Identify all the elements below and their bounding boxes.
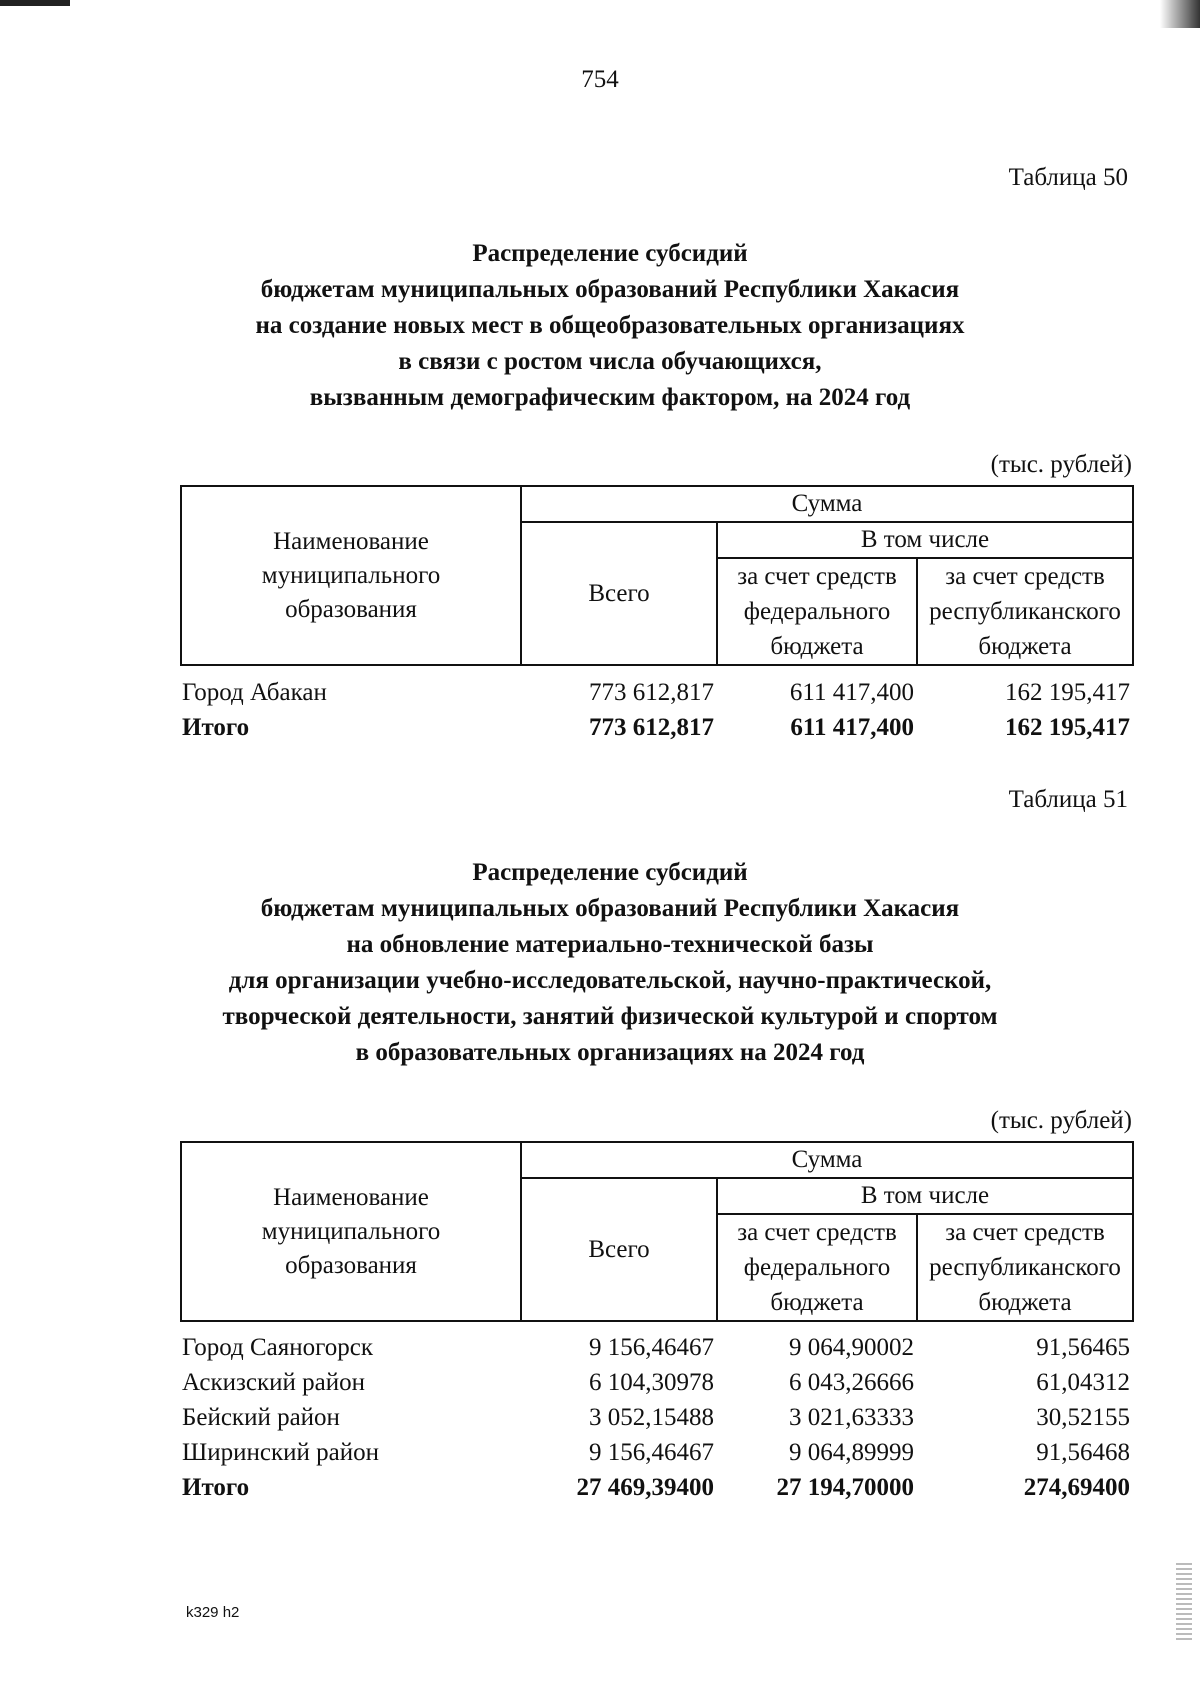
header-including: В том числе xyxy=(717,522,1133,558)
table-50-title xyxy=(150,236,1070,416)
title-line: в образовательных организациях на 2024 год xyxy=(355,1039,865,1066)
title-line: бюджетам муниципальных образований Республики Хакасия xyxy=(260,895,960,922)
header-republic: за счет средств республиканского бюджета xyxy=(917,558,1133,665)
row-name: Аскизский район xyxy=(182,1369,366,1396)
scan-artifact xyxy=(1160,0,1200,28)
total-republic: 162 195,417 xyxy=(1005,714,1130,741)
row-federal: 6 043,26666 xyxy=(789,1369,914,1396)
title-line: на создание новых мест в общеобразовательных организациях xyxy=(255,312,965,339)
title-line: творческой деятельности, занятий физической культурой и спортом xyxy=(222,1003,998,1030)
table-51-units: (тыс. рублей) xyxy=(990,1107,1132,1134)
table-50-units: (тыс. рублей) xyxy=(990,451,1132,478)
scan-artifact xyxy=(1176,1560,1192,1640)
row-total: 9 156,46467 xyxy=(589,1334,714,1361)
header-federal: за счет средств федерального бюджета xyxy=(717,558,917,665)
row-name: Город Саяногорск xyxy=(182,1334,374,1361)
row-total: 3 052,15488 xyxy=(589,1404,714,1431)
table-row xyxy=(180,1365,1132,1400)
table-51-header xyxy=(180,1141,1134,1322)
header-name-cell: Наименование муниципального образования xyxy=(181,1142,521,1321)
header-total: Всего xyxy=(521,522,717,665)
total-row xyxy=(180,1470,1132,1505)
row-federal: 9 064,90002 xyxy=(789,1334,914,1361)
total-federal: 611 417,400 xyxy=(790,714,914,741)
header-republic: за счет средств республиканского бюджета xyxy=(917,1214,1133,1321)
table-51-title xyxy=(150,855,1070,1071)
table-51-body xyxy=(180,1330,1132,1505)
title-line: на обновление материально-технической базы xyxy=(346,931,874,958)
row-name: Город Абакан xyxy=(182,679,327,706)
row-republic: 30,52155 xyxy=(1036,1404,1130,1431)
table-row xyxy=(180,1435,1132,1470)
header-name-cell: Наименование муниципального образования xyxy=(181,486,521,665)
title-line: Распределение субсидий xyxy=(472,859,748,886)
total-federal: 27 194,70000 xyxy=(776,1474,914,1501)
header-federal: за счет средств федерального бюджета xyxy=(717,1214,917,1321)
total-total: 27 469,39400 xyxy=(576,1474,714,1501)
table-50-label: Таблица 50 xyxy=(1008,164,1128,191)
table-50-header xyxy=(180,485,1134,666)
header-sum: Сумма xyxy=(521,1142,1133,1178)
total-row xyxy=(180,710,1132,745)
total-name: Итого xyxy=(182,1474,250,1501)
title-line: вызванным демографическим фактором, на 2024 год xyxy=(309,384,911,411)
row-federal: 9 064,89999 xyxy=(789,1439,914,1466)
table-row xyxy=(180,675,1132,710)
table-row xyxy=(180,1400,1132,1435)
total-total: 773 612,817 xyxy=(589,714,714,741)
row-federal: 3 021,63333 xyxy=(789,1404,914,1431)
row-republic: 91,56468 xyxy=(1036,1439,1130,1466)
title-line: Распределение субсидий xyxy=(472,240,748,267)
row-total: 6 104,30978 xyxy=(589,1369,714,1396)
header-sum: Сумма xyxy=(521,486,1133,522)
row-federal: 611 417,400 xyxy=(789,679,914,706)
row-republic: 162 195,417 xyxy=(1005,679,1130,706)
row-name: Ширинский район xyxy=(182,1439,379,1466)
row-total: 9 156,46467 xyxy=(589,1439,714,1466)
row-total: 773 612,817 xyxy=(589,679,714,706)
page-number: 754 xyxy=(581,66,619,93)
footer-code: k329 h2 xyxy=(186,1604,240,1621)
table-51-label: Таблица 51 xyxy=(1008,786,1128,813)
total-name: Итого xyxy=(182,714,250,741)
title-line: для организации учебно-исследовательской, научно-практической, xyxy=(228,967,992,994)
title-line: бюджетам муниципальных образований Республики Хакасия xyxy=(260,276,960,303)
row-republic: 91,56465 xyxy=(1036,1334,1130,1361)
scan-artifact xyxy=(0,0,70,6)
row-republic: 61,04312 xyxy=(1036,1369,1130,1396)
header-total: Всего xyxy=(521,1178,717,1321)
title-line: в связи с ростом числа обучающихся, xyxy=(398,348,822,375)
table-50-body xyxy=(180,675,1132,745)
table-row xyxy=(180,1330,1132,1365)
total-republic: 274,69400 xyxy=(1023,1474,1130,1501)
header-including: В том числе xyxy=(717,1178,1133,1214)
row-name: Бейский район xyxy=(182,1404,340,1431)
